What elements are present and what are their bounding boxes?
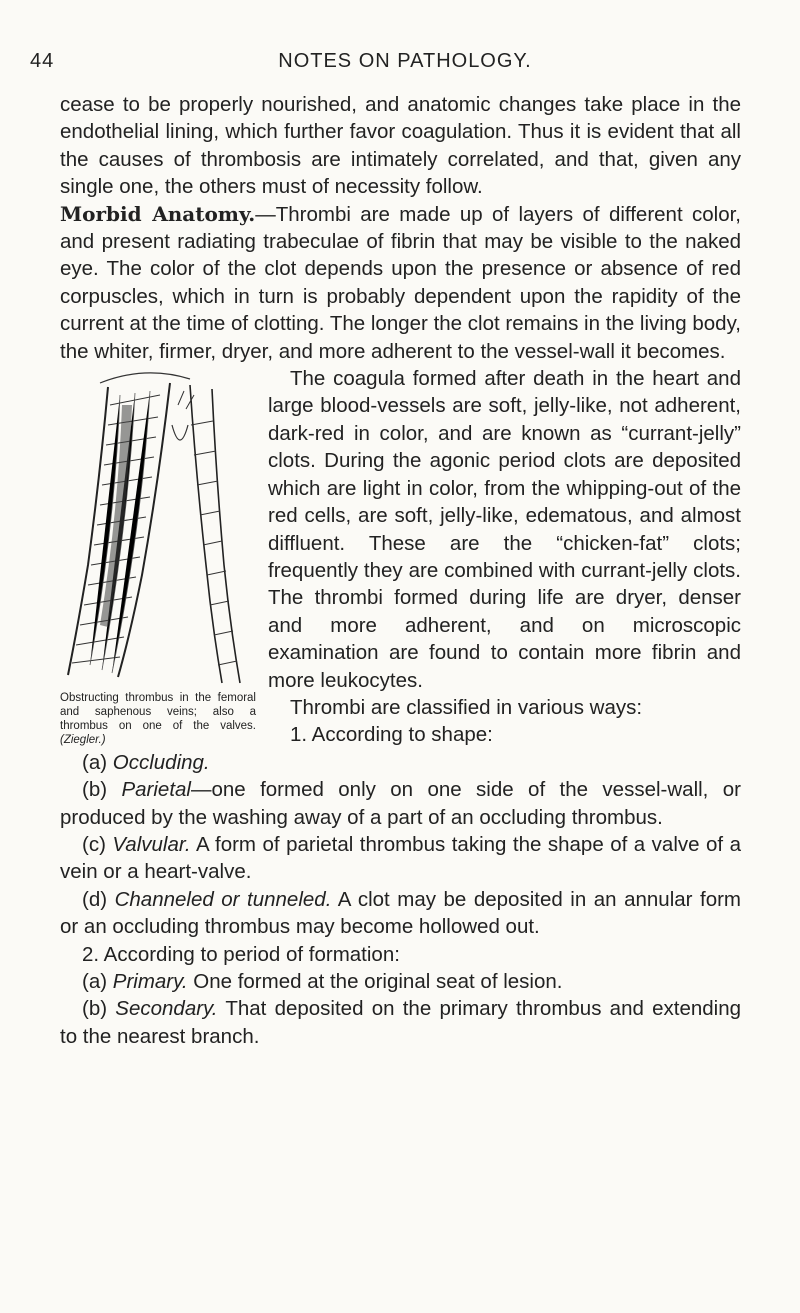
paragraph: cease to be properly nourished, and anatomic changes take place in the endothelial lining, which further favor coagulation. Thus it is evident that all the causes of thrombosis are intimately correlated, and that, given any single one, the others must of necessity follow. <box>60 93 741 199</box>
list-heading: 2. According to period of formation: <box>82 942 400 966</box>
list-item: (c) Valvular. A form of parietal thrombus taking the shape of a valve of a vein or a heart-valve. <box>60 832 741 884</box>
paragraph: The coagula formed after death in the heart and large blood-vessels are soft, jelly-like, not adherent, dark-red in color, and are known as “currant-jelly” clots. During the agonic period clots are deposited which are light in color, from the whipping-out of the red cells, are soft, jelly-like, edematous, and almost diffluent. These are the “chicken-fat” clots; frequently they are combined with currant-jelly clots. The thrombi formed during life are dryer, denser and more adherent, and on microscopic examination are found to contain more fibrin and more leukocytes. <box>268 367 741 692</box>
morbid-anatomy-paragraph: Morbid Anatomy.—Thrombi are made up of layers of different color, and present radiating trabeculae of fibrin that may be visible to the naked eye. The color of the clot depends upon the presence or absence of red corpuscles, which in turn is probably dependent upon the rapidity of the current at the time of clotting. The longer the clot remains in the living body, the whiter, firmer, dryer, and more adherent to the vessel-wall it becomes. <box>60 201 741 363</box>
thrombus-figure <box>60 365 256 747</box>
list-item: (a) Occluding. <box>82 750 210 774</box>
list-item: (b) Parietal—one formed only on one side of the vessel-wall, or produced by the washing away of a part of an occluding thrombus. <box>60 778 741 829</box>
list-item: (d) Channeled or tunneled. A clot may be deposited in an annular form or an occluding thrombus may become hollowed out. <box>60 887 741 939</box>
list-heading: 1. According to shape: <box>290 723 493 747</box>
caption-source: (Ziegler.) <box>60 734 106 747</box>
page-number: 44 <box>30 50 55 72</box>
page-body <box>60 91 741 1050</box>
vein-thrombus-illustration-icon <box>60 365 256 687</box>
running-title: NOTES ON PATHOLOGY. <box>278 50 532 72</box>
page-header <box>30 50 780 80</box>
section-heading: Morbid Anatomy. <box>60 201 256 226</box>
figure-caption: Obstructing thrombus in the femoral and saphenous veins; also a thrombus on one of the valves. (Ziegler.) <box>60 692 256 747</box>
list-item: (a) Primary. One formed at the original seat of lesion. <box>82 970 563 993</box>
list-item: (b) Secondary. That deposited on the primary thrombus and extending to the nearest branch. <box>60 997 741 1048</box>
paragraph: Thrombi are classified in various ways: <box>290 695 643 719</box>
